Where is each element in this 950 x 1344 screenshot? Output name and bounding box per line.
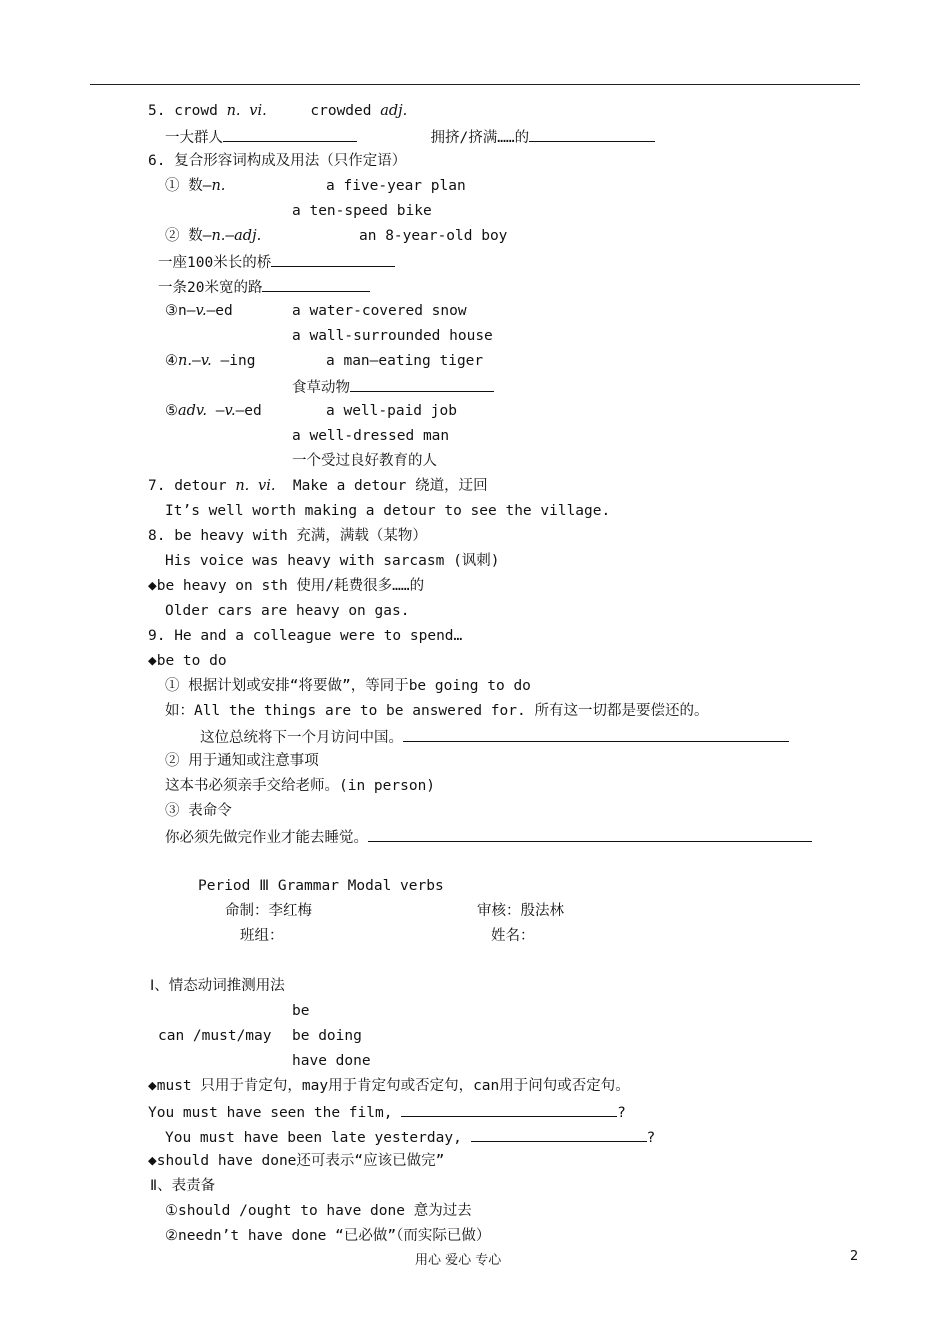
footer-text: 用心 爱心 专心 xyxy=(415,1253,502,1268)
grammar-2-title: Ⅱ、表责备 xyxy=(150,1178,216,1194)
form-be: be xyxy=(292,1003,310,1019)
usage-1-example: 如：All the things are to be answered for. 所有这一切都是要偿还的。 xyxy=(165,703,709,719)
blank-line[interactable] xyxy=(223,126,357,142)
blank-line[interactable] xyxy=(262,276,370,292)
item-5-blanks: 一大群人 拥挤/挤满……的 xyxy=(165,126,655,148)
blank-line[interactable] xyxy=(350,376,494,392)
usage-1: ① 根据计划或安排“将要做”，等同于be going to do xyxy=(165,678,531,694)
exercise-question: 你必须先做完作业才能去睡觉。 xyxy=(165,826,812,848)
rule-5-example: 一个受过良好教育的人 xyxy=(292,453,437,469)
item-9-bullet: ◆be to do xyxy=(148,653,227,669)
rule-2-label: ② 数—n.—adj. xyxy=(165,228,262,244)
rule-5-example: a well-paid job xyxy=(326,403,457,419)
item-8-example: Older cars are heavy on gas. xyxy=(165,603,410,619)
author-label: 命制：李红梅 xyxy=(225,903,312,919)
rule-4-label: ④n.—v. —ing xyxy=(165,353,256,369)
blank-line[interactable] xyxy=(529,126,655,142)
rule-3-example: a water-covered snow xyxy=(292,303,467,319)
usage-2: ② 用于通知或注意事项 xyxy=(165,753,319,769)
rule-5-label: ⑤adv. —v.—ed xyxy=(165,403,262,419)
exercise-question: You must have been late yesterday, ? xyxy=(165,1126,655,1148)
exercise-question: 一条20米宽的路 xyxy=(158,276,370,298)
blank-line[interactable] xyxy=(403,726,789,742)
grammar-bullet: ◆must 只用于肯定句，may用于肯定句或否定句，can用于问句或否定句。 xyxy=(148,1078,630,1094)
period-title: Period Ⅲ Grammar Modal verbs xyxy=(198,878,444,894)
usage-3: ③ 表命令 xyxy=(165,803,232,819)
item-9-title: 9. He and a colleague were to spend… xyxy=(148,628,463,644)
item-8-bullet: ◆be heavy on sth 使用/耗费很多……的 xyxy=(148,578,425,594)
rule-4-example: a man—eating tiger xyxy=(326,353,484,369)
rule-2-example: an 8-year-old boy xyxy=(359,228,508,244)
item-7-line: 7. detour n. vi. Make a detour 绕道，迂回 xyxy=(148,478,488,494)
exercise-question: 这位总统将下一个月访问中国。 xyxy=(200,726,789,748)
page-number: 2 xyxy=(850,1249,859,1264)
rule-1-label: ① 数—n. xyxy=(165,178,226,194)
form-have-done: have done xyxy=(292,1053,371,1069)
blank-line[interactable] xyxy=(401,1101,617,1117)
name-field: 姓名： xyxy=(491,928,535,944)
item-6-title: 6. 复合形容词构成及用法（只作定语） xyxy=(148,153,407,169)
modal-list: can /must/may xyxy=(158,1028,272,1044)
form-be-doing: be doing xyxy=(292,1028,362,1044)
grammar-2-item: ②needn’t have done “已必做”（而实际已做） xyxy=(165,1228,491,1244)
group-field: 班组： xyxy=(240,928,284,944)
grammar-bullet: ◆should have done还可表示“应该已做完” xyxy=(148,1153,445,1169)
blank-line[interactable] xyxy=(471,1126,647,1142)
header-rule xyxy=(90,84,860,85)
rule-3-example: a wall-surrounded house xyxy=(292,328,493,344)
exercise-question: 一座100米长的桥 xyxy=(158,251,395,273)
blank-line[interactable] xyxy=(271,251,395,267)
rule-3-label: ③n—v.—ed xyxy=(165,303,233,319)
grammar-1-title: Ⅰ、情态动词推测用法 xyxy=(150,978,285,994)
rule-5-example: a well-dressed man xyxy=(292,428,450,444)
reviewer-label: 审核：殷法林 xyxy=(477,903,564,919)
rule-1-example: a ten-speed bike xyxy=(292,203,432,219)
exercise-question: 这本书必须亲手交给老师。(in person) xyxy=(165,778,436,794)
rule-1-example: a five-year plan xyxy=(326,178,466,194)
blank-line[interactable] xyxy=(368,826,812,842)
item-7-example: It’s well worth making a detour to see the village. xyxy=(165,503,611,519)
item-5-line: 5. crowd n. vi. crowded adj. xyxy=(148,103,408,119)
exercise-question: 食草动物 xyxy=(292,376,494,398)
exercise-question: You must have seen the film, ? xyxy=(148,1101,626,1123)
grammar-2-item: ①should /ought to have done 意为过去 xyxy=(165,1203,472,1219)
item-8-example: His voice was heavy with sarcasm (讽刺) xyxy=(165,553,500,569)
item-8-title: 8. be heavy with 充满，满载（某物） xyxy=(148,528,427,544)
